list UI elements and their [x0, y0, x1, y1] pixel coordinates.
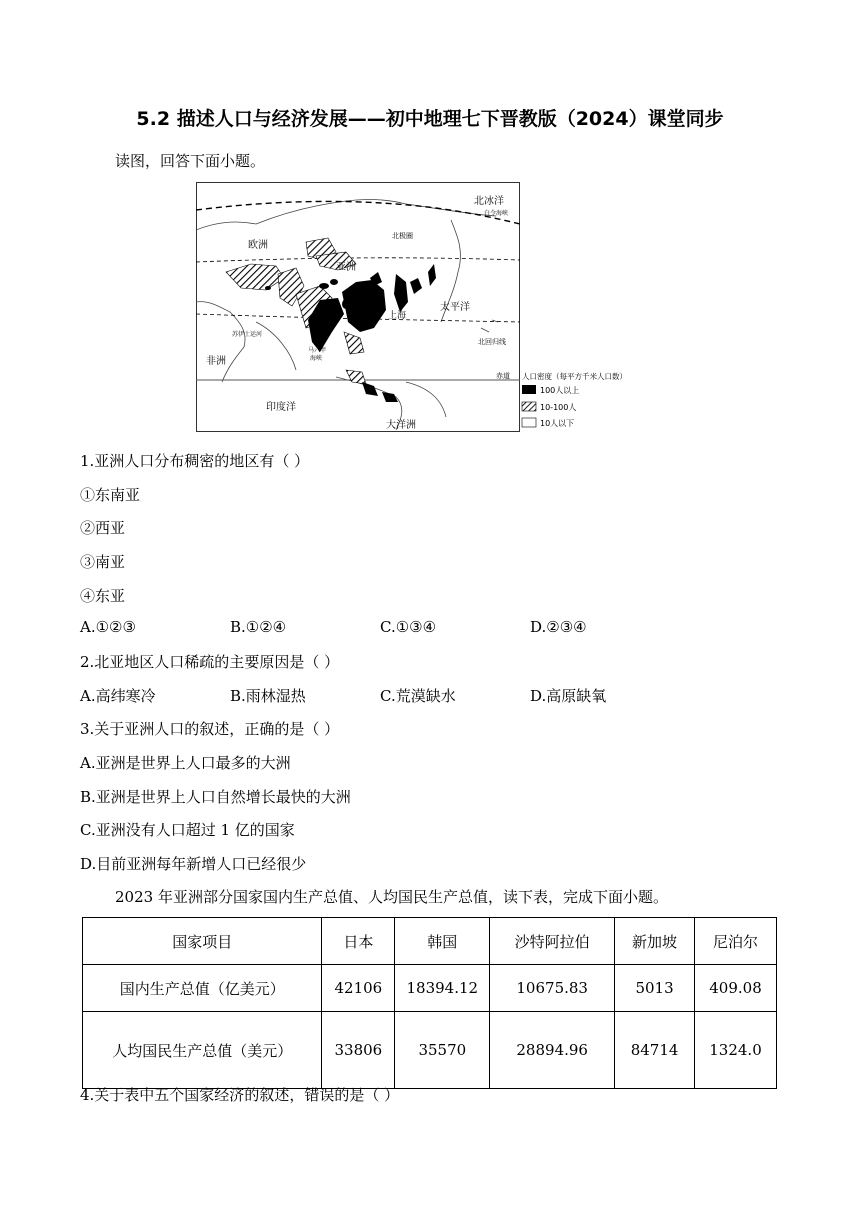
q2-option-b[interactable]: B.雨林湿热 [230, 687, 306, 705]
table-cell: 国内生产总值（亿美元） [83, 965, 322, 1012]
map-label-shanghai: 上海 [388, 311, 407, 321]
q1-option-a[interactable]: A.①②③ [80, 618, 136, 636]
table-row [83, 965, 777, 1012]
table-cell: 33806 [322, 1012, 395, 1089]
map-label-arctic-circle: 北极圈 [392, 232, 413, 240]
q3-option-d[interactable]: D.目前亚洲每年新增人口已经很少 [80, 855, 307, 873]
q1-item-1: ①东南亚 [80, 486, 141, 504]
legend-high: 100人以上 [540, 386, 580, 395]
table-header: 国家项目 [83, 918, 322, 965]
legend-swatch-high [522, 385, 536, 394]
table-cell: 84714 [615, 1012, 695, 1089]
map-label-oceania: 大洋洲 [386, 420, 416, 431]
legend-mid: 10-100人 [540, 403, 577, 412]
table-row [83, 1012, 777, 1089]
q3-option-a[interactable]: A.亚洲是世界上人口最多的大洲 [80, 754, 291, 772]
map-label-tropic: 北回归线 [478, 338, 506, 346]
q1-option-d[interactable]: D.②③④ [530, 618, 587, 636]
table-cell: 人均国民生产总值（美元） [83, 1012, 322, 1089]
q1-item-4: ④东亚 [80, 587, 126, 605]
table-cell: 5013 [615, 965, 695, 1012]
map-label-malacca-2: 海峡 [310, 355, 323, 362]
table-header-row [83, 918, 777, 965]
map-label-malacca-1: 马六甲 [308, 347, 327, 354]
legend-swatch-mid [522, 402, 536, 411]
q1-options [80, 618, 760, 636]
map-label-arctic: 北冰洋 [474, 196, 504, 207]
table-header: 日本 [322, 918, 395, 965]
table-cell: 10675.83 [490, 965, 615, 1012]
legend-low: 10人以下 [540, 419, 575, 428]
table-cell: 409.08 [695, 965, 777, 1012]
table-intro: 2023 年亚洲部分国家国内生产总值、人均国民生产总值，读下表，完成下面小题。 [115, 888, 668, 906]
table-cell: 1324.0 [695, 1012, 777, 1089]
q4-stem: 4.关于表中五个国家经济的叙述，错误的是（ ） [80, 1086, 400, 1104]
q1-option-c[interactable]: C.①③④ [380, 618, 437, 636]
q3-option-b[interactable]: B.亚洲是世界上人口自然增长最快的大洲 [80, 788, 351, 806]
map-label-equator: 赤道 [496, 372, 510, 380]
population-density-map [196, 182, 520, 432]
q1-option-b[interactable]: B.①②④ [230, 618, 287, 636]
map-label-africa: 非洲 [206, 356, 226, 367]
table-cell: 18394.12 [395, 965, 490, 1012]
table-header: 韩国 [395, 918, 490, 965]
table-cell: 42106 [322, 965, 395, 1012]
q2-options [80, 685, 760, 706]
map-label-bering: 白令海峡 [484, 210, 509, 217]
q2-stem: 2.北亚地区人口稀疏的主要原因是（ ） [80, 653, 340, 671]
table-cell: 35570 [395, 1012, 490, 1089]
map-label-pacific: 太平洋 [440, 302, 470, 313]
q1-item-2: ②西亚 [80, 519, 126, 537]
table-cell: 28894.96 [490, 1012, 615, 1089]
map-intro: 读图，回答下面小题。 [115, 152, 266, 170]
q3-stem: 3.关于亚洲人口的叙述，正确的是（ ） [80, 720, 340, 738]
map-label-indian: 印度洋 [266, 402, 296, 413]
gdp-table [82, 917, 777, 1089]
q2-option-d[interactable]: D.高原缺氧 [530, 687, 607, 705]
map-label-asia: 亚洲 [336, 262, 356, 273]
q3-option-c[interactable]: C.亚洲没有人口超过 1 亿的国家 [80, 821, 295, 839]
legend-title: 人口密度（每平方千米人口数） [522, 372, 627, 381]
map-label-europe: 欧洲 [248, 240, 268, 251]
map-legend-box [520, 368, 670, 434]
page-title: 5.2 描述人口与经济发展——初中地理七下晋教版（2024）课堂同步 [136, 108, 724, 130]
table-header: 新加坡 [615, 918, 695, 965]
table-header: 尼泊尔 [695, 918, 777, 965]
q2-option-c[interactable]: C.荒漠缺水 [380, 687, 456, 705]
q1-stem: 1.亚洲人口分布稠密的地区有（ ） [80, 452, 310, 470]
table-header: 沙特阿拉伯 [490, 918, 615, 965]
q1-item-3: ③南亚 [80, 553, 126, 571]
legend-swatch-low [522, 418, 536, 427]
q2-option-a[interactable]: A.高纬寒冷 [80, 687, 156, 705]
map-label-suez: 苏伊士运河 [232, 331, 263, 338]
